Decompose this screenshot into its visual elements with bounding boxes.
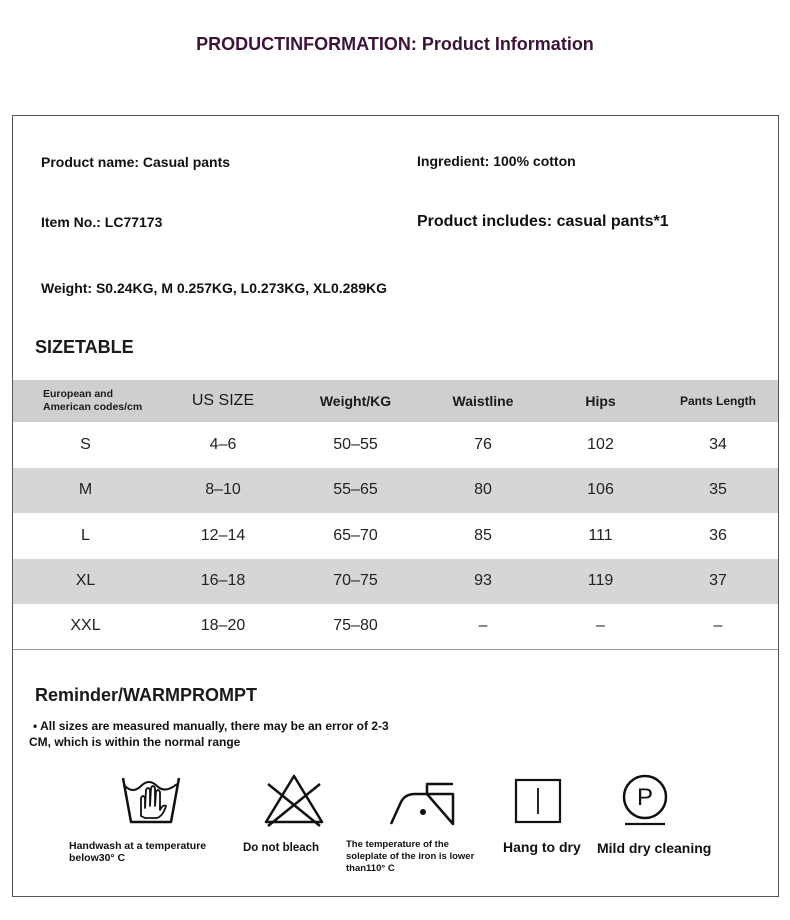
cell-pants-length: 35 (709, 481, 727, 499)
table-row (13, 513, 778, 559)
header-eu-codes: European and American codes/cm (43, 388, 143, 413)
table-row (13, 422, 778, 468)
product-weight: Weight: S0.24KG, M 0.257KG, L0.273KG, XL0.289KG (41, 280, 387, 296)
cell-pants-length: – (713, 617, 723, 635)
table-row (13, 468, 778, 514)
cell-hips: – (596, 617, 605, 635)
table-row (13, 604, 778, 650)
dry-clean-label: Mild dry cleaning (597, 840, 712, 856)
item-number: Item No.: LC77173 (41, 214, 163, 230)
cell-eu-size: XXL (70, 617, 101, 635)
header-hips: Hips (585, 393, 616, 409)
cell-weight: 50–55 (333, 435, 378, 453)
size-table-title: SIZETABLE (35, 337, 134, 357)
hang-dry-icon (514, 778, 562, 824)
cell-pants-length: 37 (709, 572, 727, 590)
cell-weight: 70–75 (333, 572, 378, 590)
hang-dry-label: Hang to dry (503, 839, 581, 855)
size-table-header (13, 380, 778, 422)
cell-pants-length: 36 (709, 526, 727, 544)
product-includes: Product includes: casual pants*1 (417, 213, 669, 230)
header-pants-length: Pants Length (679, 394, 756, 408)
no-bleach-icon (262, 772, 326, 828)
table-row (13, 559, 778, 605)
cell-eu-size: XL (75, 572, 96, 590)
cell-us-size: 16–18 (200, 572, 246, 590)
cell-waistline: 85 (474, 526, 492, 544)
dry-clean-letter: P (636, 784, 654, 811)
ingredient: Ingredient: 100% cotton (417, 153, 576, 169)
cell-hips: 119 (587, 572, 614, 590)
cell-weight: 75–80 (333, 617, 378, 635)
cell-waistline: 93 (474, 572, 492, 590)
cell-hips: 102 (587, 435, 614, 453)
no-bleach-label: Do not bleach (243, 842, 320, 854)
reminder-note: • All sizes are measured manually, there may be an error of 2-3 CM, which is within the normal range (29, 719, 389, 749)
reminder-title: Reminder/WARMPROMPT (35, 685, 258, 705)
cell-waistline: 76 (474, 435, 492, 453)
iron-icon (387, 780, 459, 830)
cell-weight: 65–70 (333, 526, 378, 544)
header-us-size: US SIZE (191, 392, 255, 409)
page-title: PRODUCTINFORMATION: Product Information (196, 34, 594, 54)
cell-eu-size: M (78, 481, 93, 499)
cell-weight: 55–65 (333, 481, 378, 499)
handwash-label: Handwash at a temperature below30° C (69, 840, 207, 864)
dry-clean-icon (619, 772, 671, 828)
cell-us-size: 18–20 (200, 617, 246, 635)
product-info-card (12, 115, 779, 897)
cell-eu-size: S (80, 435, 91, 453)
header-waistline: Waistline (452, 393, 514, 409)
size-table (13, 380, 778, 650)
cell-us-size: 4–6 (209, 435, 237, 453)
cell-pants-length: 34 (709, 435, 727, 453)
cell-hips: 111 (588, 526, 613, 544)
product-name: Product name: Casual pants (41, 154, 231, 170)
cell-eu-size: L (81, 526, 90, 544)
cell-us-size: 12–14 (200, 526, 246, 544)
header-weight: Weight/KG (319, 393, 392, 409)
handwash-icon (119, 772, 183, 828)
cell-us-size: 8–10 (205, 481, 241, 499)
cell-waistline: 80 (474, 481, 492, 499)
iron-label: The temperature of the soleplate of the iron is lower than110° C (346, 839, 475, 874)
cell-hips: 106 (587, 481, 614, 499)
cell-waistline: – (478, 617, 488, 635)
